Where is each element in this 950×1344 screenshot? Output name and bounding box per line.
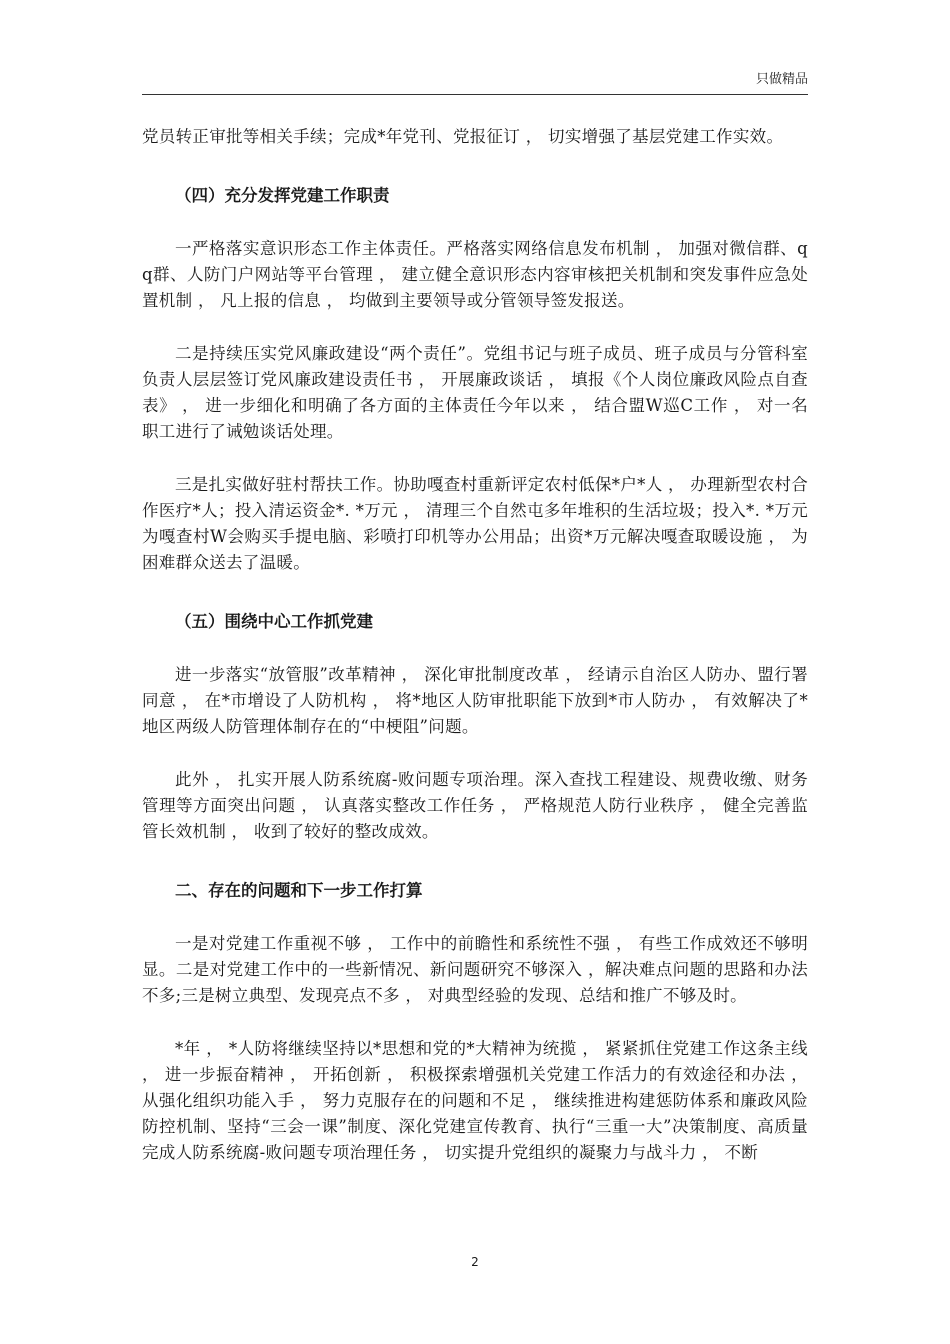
- paragraph: 此外 ， 扎实开展人防系统腐-败问题专项治理。深入查找工程建设、规费收缴、财务管理等方面突出问题 ， 认真落实整改工作任务 ， 严格规范人防行业秩序 ， 健全完善监管长效机制 ， 收到了较好的整改成效。: [142, 770, 808, 841]
- paragraph: 党员转正审批等相关手续；完成*年党刊、党报征订 ， 切实增强了基层党建工作实效。: [142, 127, 784, 146]
- paragraph: 一是对党建工作重视不够 ， 工作中的前瞻性和系统性不强 ， 有些工作成效还不够明显。二是对党建工作中的一些新情况、新问题研究不够深入 ，解决难点问题的思路和办法不多;三是树立典型、发现亮点不多 ， 对典型经验的发现、总结和推广不够及时。: [142, 934, 808, 1005]
- page-number: 2: [471, 1255, 479, 1269]
- section-heading: 二、存在的问题和下一步工作打算: [175, 881, 423, 900]
- paragraph: 三是扎实做好驻村帮扶工作。协助嘎查村重新评定农村低保*户*人 ， 办理新型农村合作医疗*人；投入清运资金*. *万元 ， 清理三个自然屯多年堆积的生活垃圾；投入*. *万元为嘎查村W会购买手提电脑、彩喷打印机等办公用品；出资*万元解决嘎查取暖设施 ， 为困难群众送去了温暖。: [142, 475, 808, 572]
- document-body: [142, 124, 808, 1166]
- paragraph: 一严格落实意识形态工作主体责任。严格落实网络信息发布机制 ， 加强对微信群、qq群、人防门户网站等平台管理 ， 建立健全意识形态内容审核把关机制和突发事件应急处置机制 ， 凡上报的信息 ， 均做到主要领导或分管领导签发报送。: [142, 239, 808, 310]
- section-heading: （四）充分发挥党建工作职责: [175, 186, 390, 205]
- paragraph: 进一步落实“放管服”改革精神 ， 深化审批制度改革 ， 经请示自治区人防办、盟行署同意 ， 在*市增设了人防机构 ， 将*地区人防审批职能下放到*市人防办 ， 有效解决了*地区两级人防管理体制存在的“中梗阻”问题。: [142, 665, 808, 736]
- header-rule: [142, 94, 808, 95]
- paragraph: 二是持续压实党风廉政建设“两个责任”。党组书记与班子成员、班子成员与分管科室负责人层层签订党风廉政建设责任书 ， 开展廉政谈话 ， 填报《个人岗位廉政风险点自查表》 ， 进一步细化和明确了各方面的主体责任今年以来 ， 结合盟W巡C工作 ， 对一名职工进行了诫勉谈话处理。: [142, 344, 808, 441]
- paragraph: *年 ， *人防将继续坚持以*思想和党的*大精神为统揽 ， 紧紧抓住党建工作这条主线 ， 进一步振奋精神 ， 开拓创新 ， 积极探索增强机关党建工作活力的有效途径和办法 ， 从强化组织功能入手 ， 努力克服存在的问题和不足 ， 继续推进构建惩防体系和廉政风险防控机制、坚持“三会一课”制度、深化党建宣传教育、执行“三重一大”决策制度、高质量完成人防系统腐-败问题专项治理任务 ， 切实提升党组织的凝聚力与战斗力 ， 不断: [142, 1039, 808, 1162]
- section-heading: （五）围绕中心工作抓党建: [175, 612, 373, 631]
- page-header: 只做精品: [755, 72, 808, 87]
